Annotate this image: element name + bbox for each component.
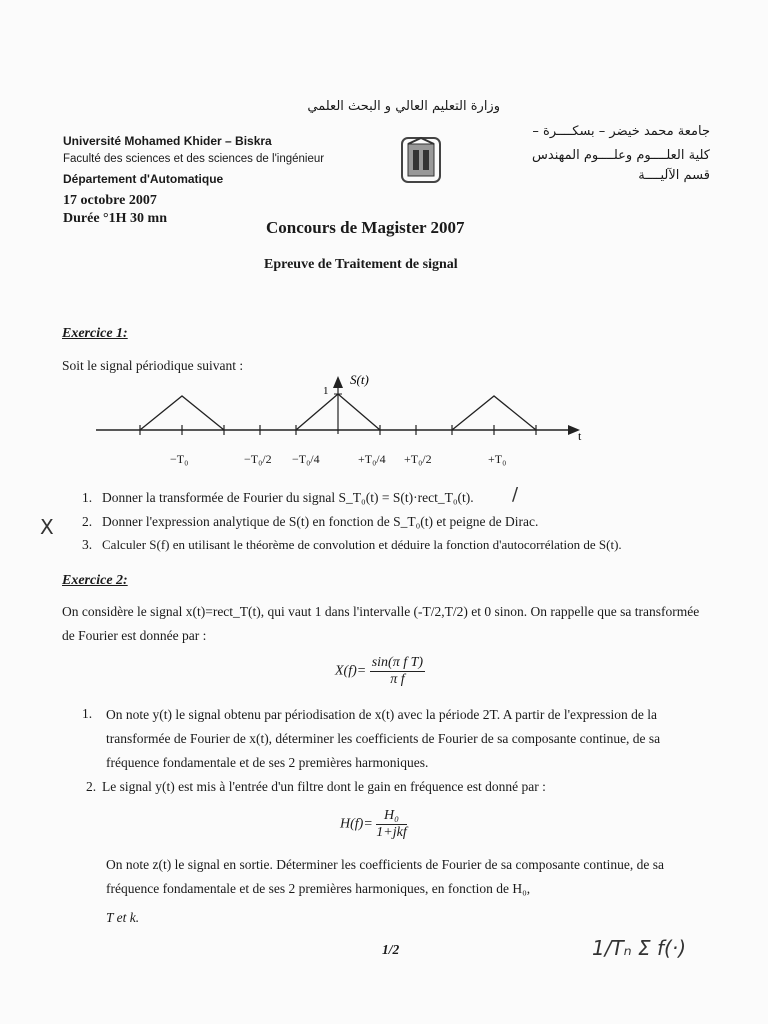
question-text: Donner la transformée de Fourier du signal S_T₀(t) = S(t)·rect_T₀(t). [102,490,474,505]
tick-label: +T₀ [488,452,507,466]
university-name-ar: جامعة محمد خيضر – بسكــــرة – [532,124,710,139]
time-axis-label: t [578,429,582,443]
formula-denominator: 1+jkf [376,825,407,840]
tick-mark-annotation: / [512,484,519,505]
faculty-name-ar: كلية العلــــوم وعلــــوم المهندس [532,148,710,163]
question-text: Donner l'expression analytique de S(t) en fonction de S_T₀(t) et peigne de Dirac. [102,514,539,529]
university-name: Université Mohamed Khider – Biskra [63,134,272,148]
question-number: 3. [82,537,93,552]
amplitude-axis-arrow-icon [333,376,343,388]
tick-label: −T₀/4 [292,452,320,466]
question-text: Calculer S(f) en utilisant le théorème de convolution et déduire la fonction d'autocorrélation de S(t). [102,537,622,552]
exercise-2-intro: On considère le signal x(t)=rect_T(t), qui vaut 1 dans l'intervalle (-T/2,T/2) et 0 sinon. On rappelle que sa transformée de Fourier est donnée par : [62,604,700,643]
arabic-ministry: وزارة التعليم العالي و البحث العلمي [307,99,500,114]
filter-gain-formula [340,808,407,841]
fourier-transform-formula [335,655,425,688]
question-number: 2. [86,779,97,794]
tick-label: +T₀/2 [404,452,432,466]
exercise-1-heading: Exercice 1: [62,326,128,341]
faculty-name: Faculté des sciences et des sciences de l'ingénieur [63,153,325,165]
peak-label: 1 [323,385,329,397]
formula-numerator: sin(π f T) [371,655,424,670]
question-text: Le signal y(t) est mis à l'entrée d'un filtre dont le gain en fréquence est donné par : [102,779,546,794]
exercise-1-intro: Soit le signal périodique suivant : [62,358,244,373]
department-name: Département d'Automatique [63,172,224,186]
page-title: Concours de Magister 2007 [266,218,465,237]
question-number: 2. [82,514,93,529]
question-follow-text: On note z(t) le signal en sortie. Déterminer les coefficients de Fourier de sa composante continue, de sa fréquence fondamentale et de ses 2 premières harmoniques, en fonction de H₀, [106,857,664,896]
formula-lhs: H(f)= [340,816,373,832]
question-number: 1. [82,490,93,505]
tick-label: +T₀/4 [358,452,386,466]
exam-date: 17 octobre 2007 [63,193,157,208]
tick-label: −T₀ [170,452,189,466]
cross-mark-annotation: X [40,515,54,539]
handwritten-note: 1/Tₙ Σ f(·) [592,936,687,960]
formula-lhs: X(f)= [335,663,367,679]
page-number: 1/2 [382,942,400,957]
university-logo-icon [398,134,444,186]
exercise-2-heading: Exercice 2: [62,573,128,588]
signal-label: S(t) [350,372,369,387]
triangle-pulse [140,396,224,430]
formula-numerator: H₀ [376,808,406,825]
page-subtitle: Epreuve de Traitement de signal [264,257,458,272]
signal-figure [90,370,600,480]
triangle-pulse [452,396,536,430]
question-text: On note y(t) le signal obtenu par périodisation de x(t) avec la période 2T. A partir de l'expression de la transformée de Fourier de x(t), déterminer les coefficients de Fourier de sa composante continue, de sa fréquence fondamentale et de ses 2 premières harmoniques. [106,707,661,770]
department-name-ar: قسم الآليــــة [638,168,710,183]
question-follow-text: T et k. [106,910,140,925]
formula-denominator: π f [390,672,405,687]
tick-label: −T₀/2 [244,452,272,466]
question-number: 1. [82,706,93,721]
exam-duration: Durée °1H 30 mn [63,211,167,226]
